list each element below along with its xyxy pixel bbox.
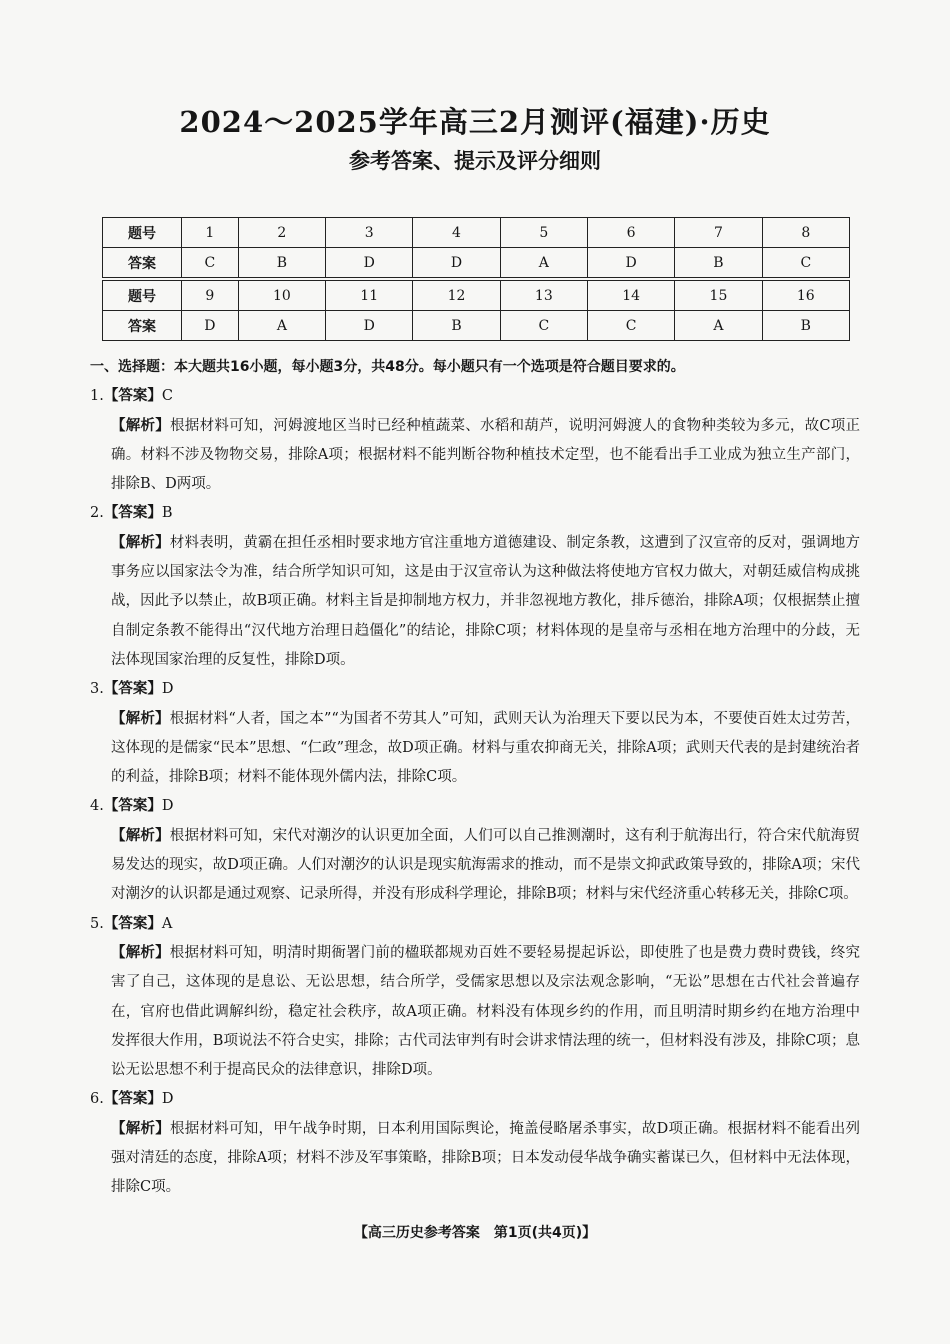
analysis-label: 【解析】 (111, 1120, 170, 1137)
question-number-cell: 12 (413, 281, 500, 311)
answer-label: 【答案】 (103, 681, 162, 698)
answer-explanations (90, 353, 860, 1203)
question-number-cell: 15 (675, 281, 762, 311)
analysis-label: 【解析】 (111, 710, 170, 727)
answer-label: 【答案】 (103, 505, 162, 522)
page-footer: 【高三历史参考答案 第1页(共4页)】 (353, 1225, 597, 1241)
analysis-text: 材料表明，黄霸在担任丞相时要求地方官注重地方道德建设、制定条教，这遭到了汉宣帝的反对，强调地方事务应以国家法令为准，结合所学知识可知，这是由于汉宣帝认为这种做法将使地方官权力做大，对朝廷威信构成挑战，因此予以禁止，故B项正确。材料主旨是抑制地方权力，并非忽视地方教化，排斥德治，排除A项；仅根据禁止擅自制定条教不能得出“汉代地方治理日趋僵化”的结论，排除C项；材料体现的是皇帝与丞相在地方治理中的分歧，无法体现国家治理的反复性，排除D项。 (111, 534, 861, 668)
answer-cell: D (182, 311, 239, 341)
question-block (90, 382, 860, 499)
question-number-cell: 6 (587, 218, 674, 248)
question-number: 6. (90, 1091, 104, 1108)
analysis-paragraph (90, 412, 860, 500)
answer-cell: D (326, 311, 413, 341)
question-number: 2. (90, 505, 104, 522)
analysis-label: 【解析】 (111, 417, 171, 434)
analysis-text: 根据材料可知，甲午战争时期，日本利用国际舆论，掩盖侵略屠杀事实，故D项正确。根据材料不能看出列强对清廷的态度，排除A项；材料不涉及军事策略，排除B项；日本发动侵华战争确实蓄谋已久，但材料中无法体现，排除C项。 (111, 1120, 861, 1196)
analysis-text: 根据材料可知，宋代对潮汐的认识更加全面，人们可以自己推测潮时，这有利于航海出行，符合宋代航海贸易发达的现实，故D项正确。人们对潮汐的认识是现实航海需求的推动，而不是崇文抑武政策导致的，排除A项；宋代对潮汐的认识都是通过观察、记录所得，并没有形成科学理论，排除B项；材料与宋代经济重心转移无关，排除C项。 (111, 827, 861, 903)
analysis-label: 【解析】 (111, 827, 170, 844)
question-number-cell: 2 (238, 218, 325, 248)
analysis-label: 【解析】 (111, 534, 170, 551)
question-number-cell: 1 (182, 218, 239, 248)
question-block (90, 910, 860, 1086)
analysis-label: 【解析】 (111, 944, 170, 961)
answer-cell: B (675, 248, 762, 278)
question-block (90, 792, 860, 909)
question-answer-line (90, 499, 860, 528)
question-number-cell: 10 (238, 281, 325, 311)
table-row-answers-2 (103, 311, 850, 341)
question-answer-line (90, 1085, 860, 1114)
question-answer: A (161, 915, 173, 932)
analysis-text: 根据材料可知，河姆渡地区当时已经种植蔬菜、水稻和葫芦，说明河姆渡人的食物种类较为多元，故C项正确。材料不涉及物物交易，排除A项；根据材料不能判断谷物种植技术定型，也不能看出手工业成为独立生产部门，排除B、D两项。 (111, 417, 861, 493)
answer-cell: A (500, 248, 587, 278)
analysis-paragraph (90, 705, 860, 793)
analysis-text: 根据材料可知，明清时期衙署门前的楹联都规劝百姓不要轻易提起诉讼，即使胜了也是费力费时费钱，终究害了自己，这体现的是息讼、无讼思想，结合所学，受儒家思想以及宗法观念影响，“无讼”思想在古代社会普遍存在，官府也借此调解纠纷，稳定社会秩序，故A项正确。材料没有体现乡约的作用，而且明清时期乡约在地方治理中发挥很大作用，B项说法不符合史实，排除；古代司法审判有时会讲求情法理的统一，但材料没有涉及，排除C项；息讼无讼思想不利于提高民众的法律意识，排除D项。 (111, 944, 861, 1079)
table-row-numbers-1 (103, 218, 850, 248)
question-block (90, 675, 860, 792)
question-answer-line (90, 792, 860, 821)
answer-cell: A (675, 311, 762, 341)
question-answer: D (161, 798, 174, 815)
answer-label: 【答案】 (103, 388, 162, 405)
analysis-paragraph (90, 1115, 860, 1203)
row-label-number: 题号 (103, 281, 182, 311)
answer-cell: C (762, 248, 849, 278)
question-number-cell: 3 (326, 218, 413, 248)
question-block (90, 1085, 860, 1202)
row-label-answer: 答案 (103, 248, 182, 278)
question-block (90, 499, 860, 675)
question-number-cell: 16 (762, 281, 849, 311)
answer-label: 【答案】 (103, 915, 162, 932)
analysis-text: 根据材料“人者，国之本”“为国者不劳其人”可知，武则天认为治理天下要以民为本，不要使百姓太过劳苦，这体现的是儒家“民本”思想、“仁政”理念，故D项正确。材料与重农抑商无关，排除A项；武则天代表的是封建统治者的利益，排除B项；材料不能体现外儒内法，排除C项。 (111, 710, 861, 786)
answer-table (102, 217, 850, 341)
answer-cell: B (413, 311, 500, 341)
question-number-cell: 14 (587, 281, 674, 311)
answer-cell: C (182, 248, 239, 278)
answer-cell: A (238, 311, 325, 341)
question-number: 5. (90, 915, 104, 932)
question-number-cell: 8 (762, 218, 849, 248)
question-number-cell: 13 (500, 281, 587, 311)
answer-cell: D (326, 248, 413, 278)
question-number-cell: 4 (413, 218, 500, 248)
answer-cell: D (413, 248, 500, 278)
question-answer-line (90, 675, 860, 704)
row-label-number: 题号 (103, 218, 182, 248)
answer-cell: B (762, 311, 849, 341)
answer-cell: C (500, 311, 587, 341)
answer-cell: B (238, 248, 325, 278)
question-number-cell: 9 (182, 281, 239, 311)
answer-label: 【答案】 (103, 1091, 162, 1108)
question-answer-line (90, 382, 860, 411)
section-intro: 一、选择题：本大题共16小题，每小题3分，共48分。每小题只有一个选项是符合题目要求的。 (90, 359, 685, 375)
page-subtitle: 参考答案、提示及评分细则 (349, 149, 601, 173)
question-number: 3. (90, 681, 104, 698)
page-title: 2024～2025学年高三2月测评(福建)·历史 (179, 105, 771, 139)
question-answer: D (161, 681, 174, 698)
question-number-cell: 7 (675, 218, 762, 248)
answer-cell: C (587, 311, 674, 341)
question-answer: D (161, 1091, 174, 1108)
question-number-cell: 11 (326, 281, 413, 311)
analysis-paragraph (90, 529, 860, 675)
analysis-paragraph (90, 822, 860, 910)
analysis-paragraph (90, 939, 860, 1085)
answer-label: 【答案】 (103, 798, 162, 815)
question-answer: C (161, 388, 173, 405)
answer-cell: D (587, 248, 674, 278)
question-number-cell: 5 (500, 218, 587, 248)
table-row-answers-1 (103, 248, 850, 278)
question-number: 1. (90, 388, 104, 405)
question-answer-line (90, 910, 860, 939)
row-label-answer: 答案 (103, 311, 182, 341)
question-number: 4. (90, 798, 104, 815)
table-row-numbers-2 (103, 281, 850, 311)
question-answer: B (161, 505, 173, 522)
